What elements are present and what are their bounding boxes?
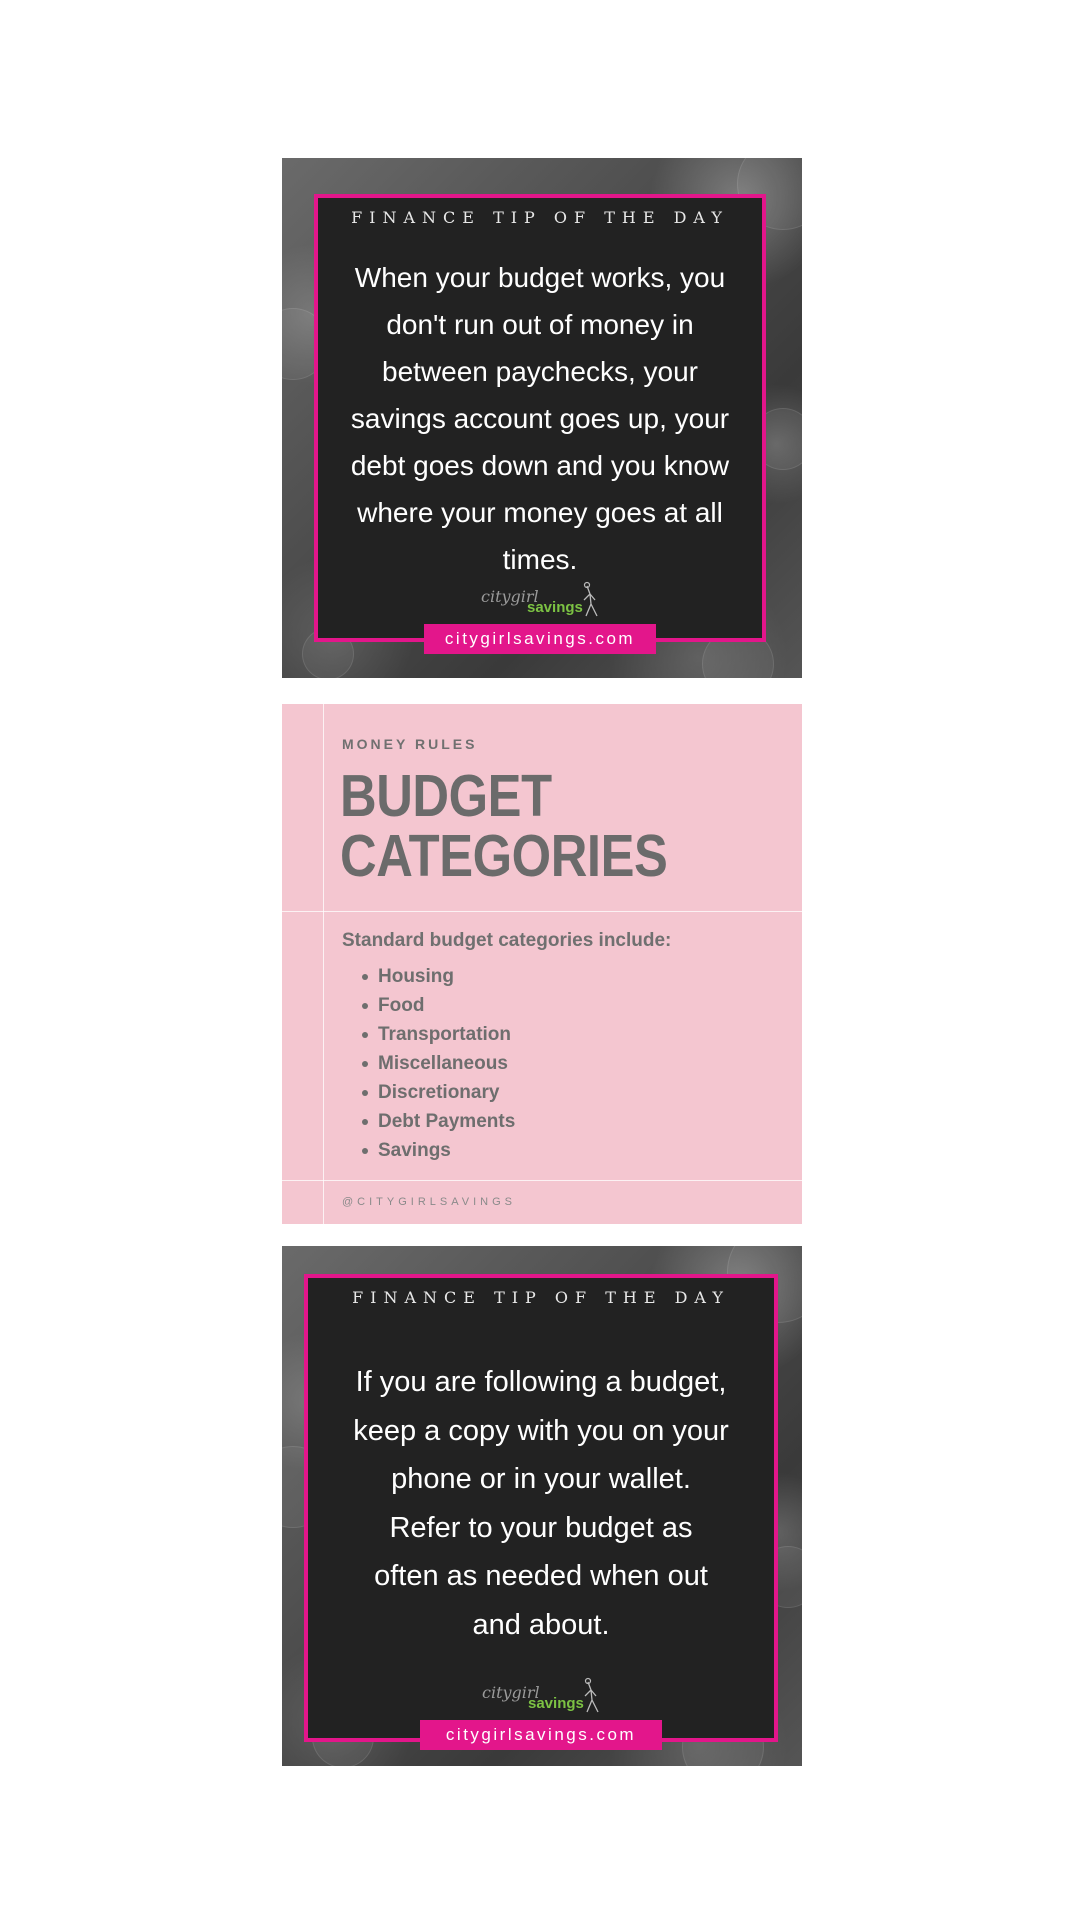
list-item: Food: [342, 991, 515, 1020]
bullet-icon: [362, 1090, 368, 1096]
tip-line: debt goes down and you know: [350, 450, 730, 481]
bullet-icon: [362, 1032, 368, 1038]
finance-tip-card-1: [282, 158, 802, 678]
citygirl-savings-logo: [318, 580, 762, 620]
tip-line: phone or in your wallet.: [391, 1463, 691, 1495]
tip-line: Refer to your budget as: [389, 1511, 693, 1544]
card-title: [340, 763, 718, 889]
section-kicker: MONEY RULES: [342, 736, 478, 752]
tip-line: keep a copy with you on your: [353, 1414, 729, 1447]
divider-horizontal: [282, 1180, 802, 1181]
card-title-line: CATEGORIES: [340, 823, 668, 889]
tip-line: don't run out of money in: [386, 309, 694, 340]
svg-text:citygirl: citygirl: [481, 587, 539, 606]
svg-text:savings: savings: [528, 1695, 584, 1712]
bullet-icon: [362, 1003, 368, 1009]
citygirl-savings-logo: [308, 1676, 774, 1716]
tip-line: where your money goes at all: [357, 497, 723, 528]
svg-text:savings: savings: [527, 599, 583, 616]
intro-text: Standard budget categories include:: [342, 930, 672, 951]
tip-heading: FINANCE TIP OF THE DAY: [352, 1288, 730, 1307]
budget-categories-card: [282, 704, 802, 1224]
tip-frame: [304, 1274, 778, 1742]
tip-text: [322, 1358, 760, 1649]
tip-line: often as needed when out: [374, 1560, 708, 1592]
tip-line: savings account goes up, your: [350, 403, 730, 434]
website-url-badge[interactable]: citygirlsavings.com: [424, 624, 656, 654]
category-list: [342, 962, 515, 1165]
card-title-line: BUDGET: [340, 763, 552, 829]
finance-tip-card-2: [282, 1246, 802, 1766]
svg-text:citygirl: citygirl: [482, 1683, 540, 1702]
list-item: Housing: [342, 962, 515, 991]
list-item: Transportation: [342, 1020, 515, 1049]
divider-vertical: [323, 704, 324, 1224]
list-item: Discretionary: [342, 1078, 515, 1107]
tip-line: and about.: [472, 1608, 610, 1641]
tip-frame: [314, 194, 766, 642]
tip-line: If you are following a budget,: [355, 1366, 727, 1398]
list-item: Miscellaneous: [342, 1049, 515, 1078]
bullet-icon: [362, 1148, 368, 1154]
divider-horizontal: [282, 911, 802, 912]
tip-heading: FINANCE TIP OF THE DAY: [351, 208, 729, 227]
bullet-icon: [362, 1119, 368, 1125]
list-item: Savings: [342, 1136, 515, 1165]
bullet-icon: [362, 1061, 368, 1067]
bullet-icon: [362, 974, 368, 980]
tip-line: When your budget works, you: [354, 262, 726, 293]
tip-text: [332, 254, 748, 583]
social-handle[interactable]: @CITYGIRLSAVINGS: [342, 1196, 516, 1208]
website-url-badge[interactable]: citygirlsavings.com: [420, 1720, 662, 1750]
list-item: Debt Payments: [342, 1107, 515, 1136]
tip-line: between paychecks, your: [382, 356, 698, 387]
tip-line: times.: [502, 544, 578, 575]
